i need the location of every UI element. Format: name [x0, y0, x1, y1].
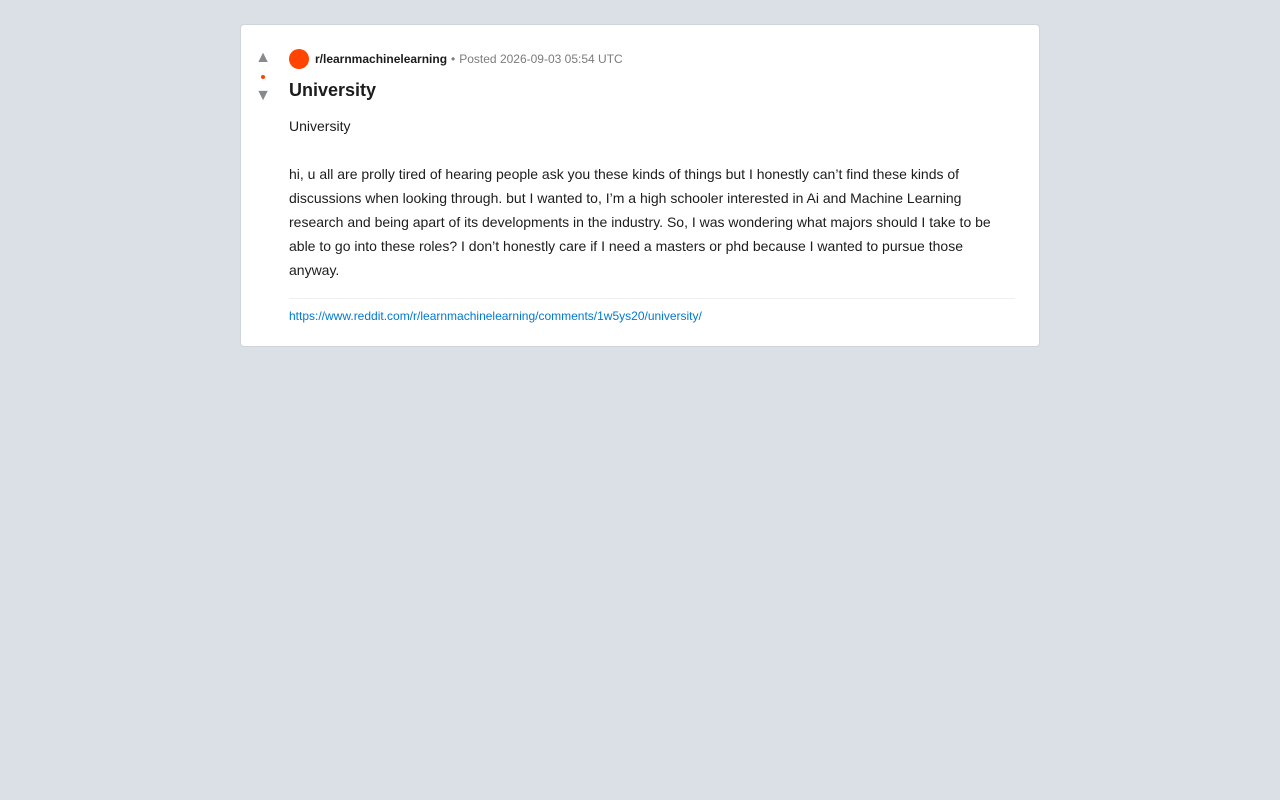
post-meta — [289, 49, 1015, 69]
post-card — [240, 24, 1040, 347]
subreddit-name[interactable]: r/learnmachinelearning — [315, 52, 448, 66]
post-content — [289, 49, 1015, 324]
vote-score-dot — [261, 67, 265, 87]
post-body-paragraph: University — [289, 118, 351, 134]
post-permalink[interactable]: https://www.reddit.com/r/learnmachinelearning/comments/1w5ys20/university/ — [289, 309, 702, 323]
upvote-arrow-icon[interactable]: ▲ — [255, 49, 271, 66]
subreddit-icon[interactable] — [289, 49, 309, 69]
posted-timestamp: Posted 2026-09-03 05:54 UTC — [459, 52, 623, 66]
post-title[interactable]: University — [289, 80, 377, 100]
divider — [289, 298, 1015, 299]
post-body-paragraph: hi, u all are prolly tired of hearing people ask you these kinds of things but I honestly can’t find these kinds of discussions when looking through. but I wanted to, I’m a high schooler interested in Ai and Machine Learning research and being apart of its developments in the industry. So, I was wondering what majors should I take to be able to go into these roles? I don’t honestly care if I need a masters or phd because I wanted to pursue those anyway. — [289, 166, 991, 278]
downvote-arrow-icon[interactable]: ▼ — [255, 87, 271, 104]
post-body — [289, 114, 1015, 282]
vote-column — [253, 49, 273, 105]
meta-separator: • — [451, 52, 456, 66]
